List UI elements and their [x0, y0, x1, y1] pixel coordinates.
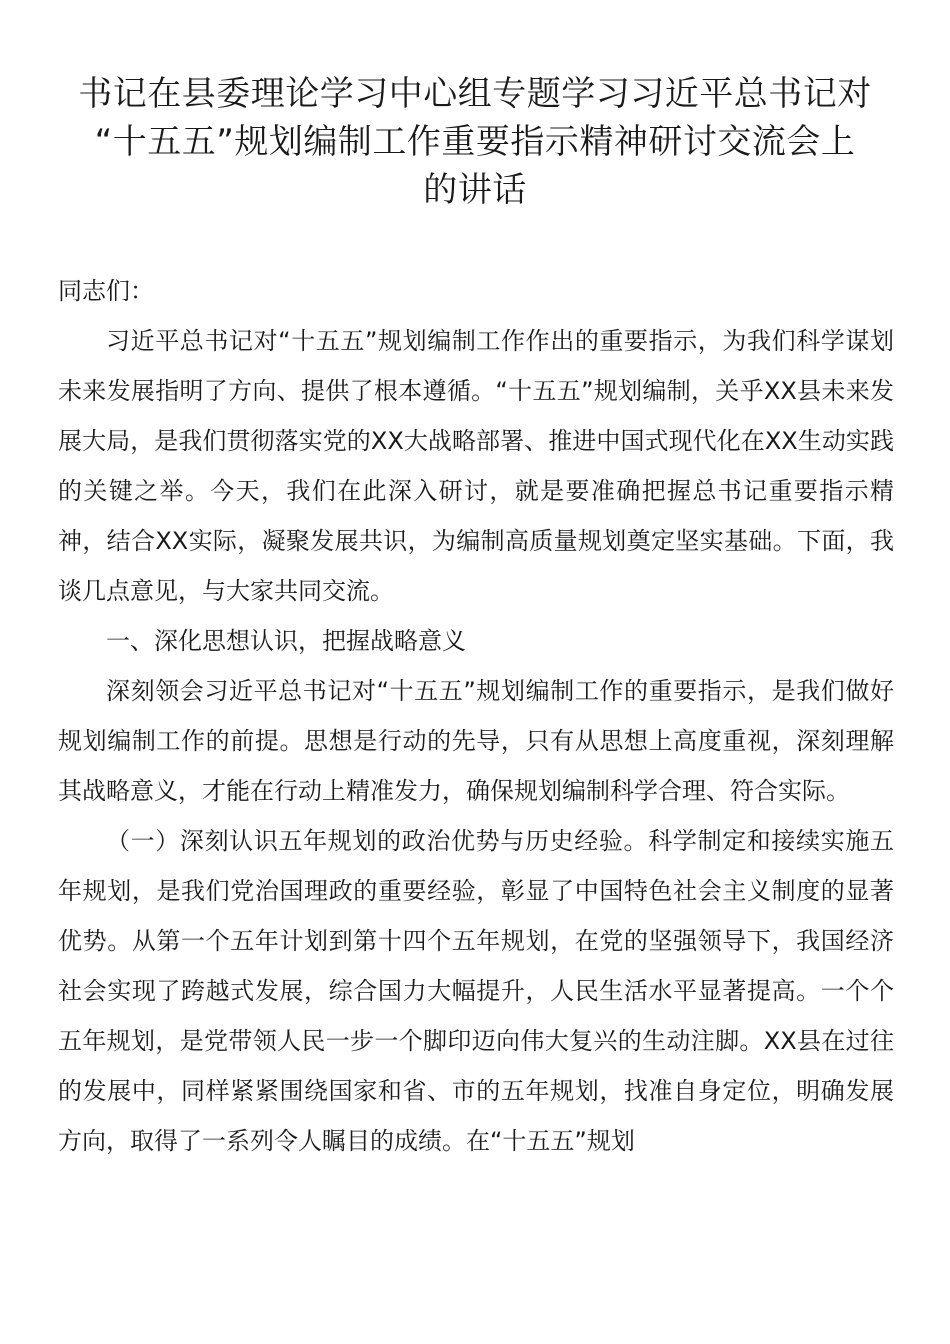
title-line-3: 的讲话 [423, 170, 527, 210]
greeting: 同志们： [58, 277, 154, 305]
paragraph-subsection-1: （一）深刻认识五年规划的政治优势与历史经验。科学制定和接续实施五年规划，是我们党治国理政的重要经验，彰显了中国特色社会主义制度的显著优势。从第一个五年计划到第十四个五年规划，在党的坚强领导下，我国经济社会实现了跨越式发展，综合国力大幅提升，人民生活水平显著提高。一个个五年规划，是党带领人民一步一个脚印迈向伟大复兴的生动注脚。XX县在过往的发展中，同样紧紧围绕国家和省、市的五年规划，找准自身定位，明确发展方向，取得了一系列令人瞩目的成绩。在“十五五”规划 [58, 827, 894, 1155]
document-title [40, 70, 910, 214]
section-heading-1: 一、深化思想认识，把握战略意义 [106, 627, 466, 655]
paragraph-intro: 习近平总书记对“十五五”规划编制工作作出的重要指示，为我们科学谋划未来发展指明了方向、提供了根本遵循。“十五五”规划编制，关乎XX县未来发展大局，是我们贯彻落实党的XX大战略部署、推进中国式现代化在XX生动实践的关键之举。今天，我们在此深入研讨，就是要准确把握总书记重要指示精神，结合XX实际，凝聚发展共识，为编制高质量规划奠定坚实基础。下面，我谈几点意见，与大家共同交流。 [58, 327, 894, 605]
paragraph-section-1: 深刻领会习近平总书记对“十五五”规划编制工作的重要指示，是我们做好规划编制工作的前提。思想是行动的先导，只有从思想上高度重视，深刻理解其战略意义，才能在行动上精准发力，确保规划编制科学合理、符合实际。 [58, 677, 894, 805]
title-line-2: “十五五”规划编制工作重要指示精神研讨交流会上 [94, 122, 856, 162]
document-body [58, 266, 894, 1166]
title-line-1: 书记在县委理论学习中心组专题学习习近平总书记对 [78, 74, 872, 114]
